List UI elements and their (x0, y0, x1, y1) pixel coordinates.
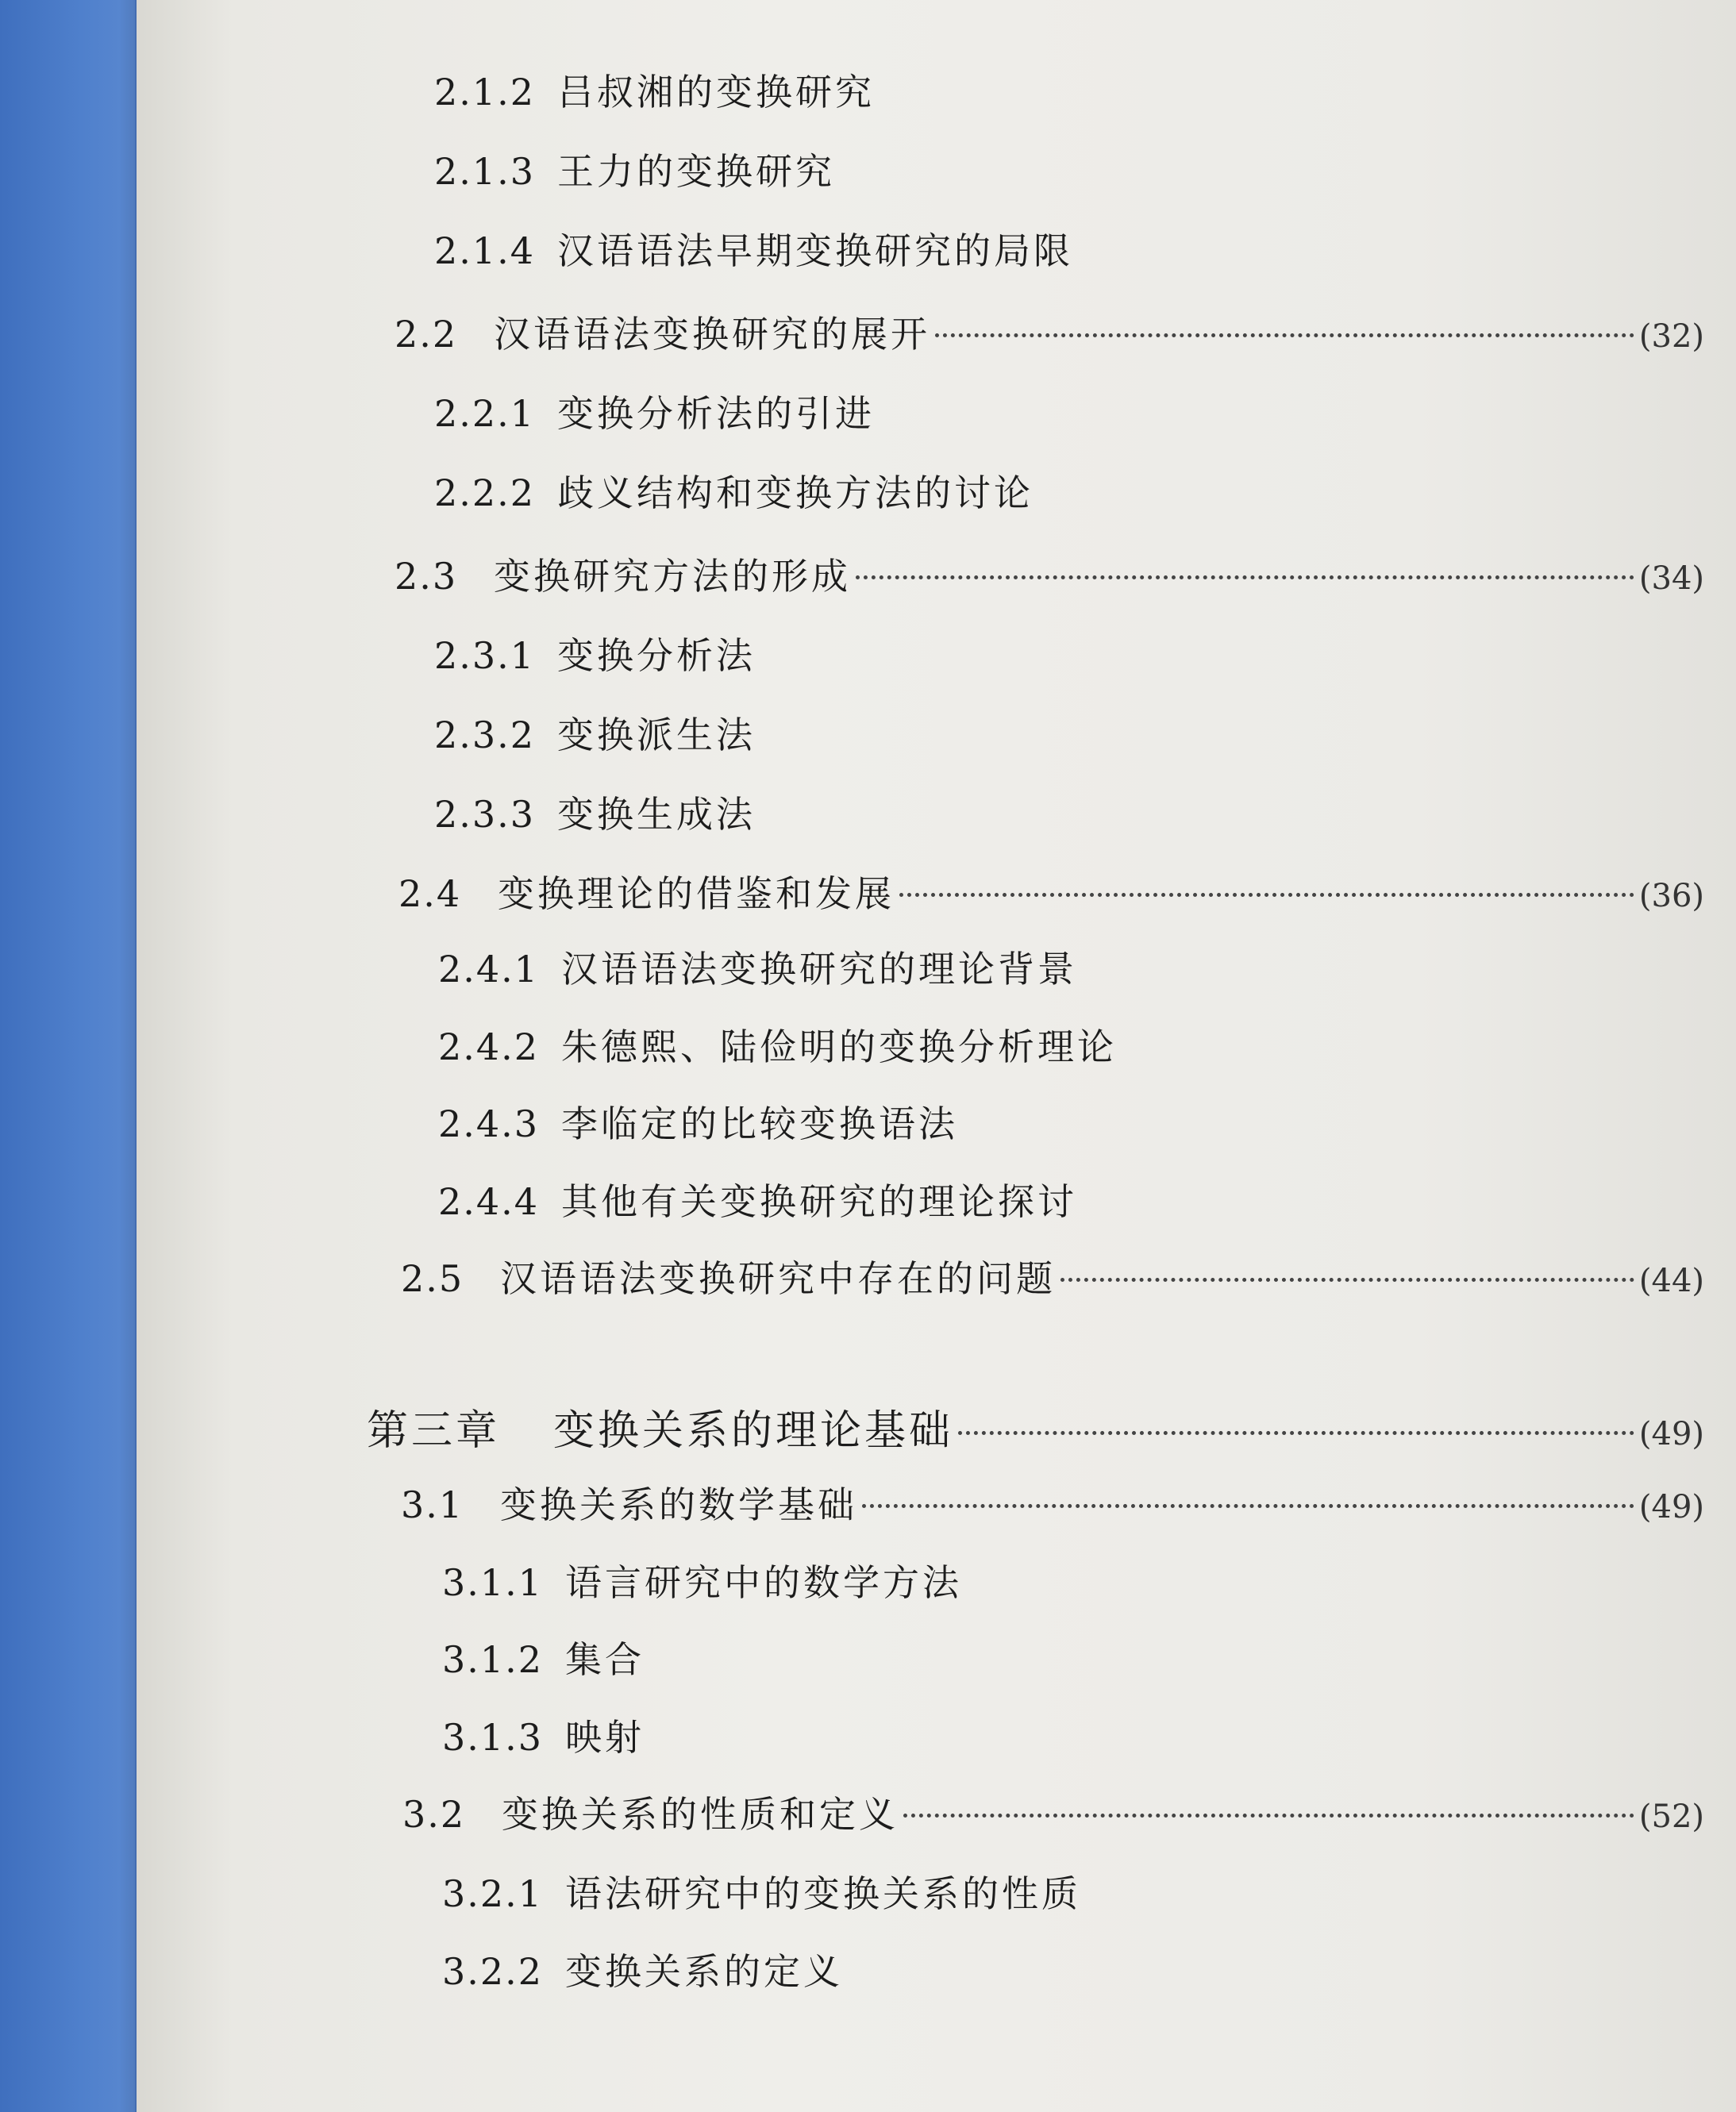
toc-entry-page: (36) (1638, 878, 1704, 914)
toc-entry-number: 2.3.3 (434, 793, 536, 836)
toc-entry-number: 3.1 (401, 1483, 464, 1526)
dot-leader (1060, 1278, 1634, 1282)
toc-entry-number: 2.1.4 (434, 229, 536, 272)
toc-entry-number: 3.2.2 (442, 1950, 544, 1993)
dot-leader (935, 333, 1634, 337)
toc-entry-2-3-1 (434, 627, 756, 679)
toc-entry-2-1-2 (434, 63, 875, 116)
toc-entry-2-2-1 (434, 385, 875, 437)
toc-entry-title: 变换分析法 (557, 634, 756, 677)
toc-entry-2-1-3 (434, 143, 835, 195)
book-cover-edge (0, 0, 135, 2112)
dot-leader (899, 893, 1634, 897)
toc-entry-page: (44) (1638, 1263, 1704, 1299)
toc-entry-3-1-1 (442, 1554, 962, 1606)
toc-entry-number: 2.4.4 (438, 1180, 540, 1223)
toc-entry-title: 汉语语法变换研究的展开 (494, 313, 930, 356)
toc-entry-title: 变换研究方法的形成 (494, 555, 851, 598)
toc-entry-number: 2.1.2 (434, 71, 536, 113)
toc-entry-title: 吕叔湘的变换研究 (557, 71, 875, 113)
toc-entry-2-3 (395, 548, 1704, 600)
toc-entry-title: 汉语语法变换研究中存在的问题 (500, 1257, 1056, 1300)
toc-entry-3-1 (401, 1476, 1704, 1529)
toc-entry-2-2-2 (434, 464, 1034, 517)
dot-leader (862, 1504, 1634, 1508)
toc-entry-number: 2.4.3 (438, 1102, 540, 1145)
toc-entry-title: 歧义结构和变换方法的讨论 (557, 471, 1034, 514)
toc-entry-title: 变换理论的借鉴和发展 (498, 872, 895, 915)
toc-entry-title: 变换生成法 (557, 793, 756, 836)
toc-entry-number: 2.2.1 (434, 392, 536, 435)
toc-entry-title: 变换分析法的引进 (557, 392, 875, 435)
toc-entry-number: 3.1.2 (442, 1638, 544, 1681)
toc-entry-title: 变换关系的数学基础 (500, 1483, 857, 1526)
toc-entry-page: (49) (1638, 1489, 1704, 1525)
toc-entry-title: 语法研究中的变换关系的性质 (565, 1872, 1081, 1915)
toc-entry-number: 2.5 (401, 1257, 464, 1300)
toc-entry-number: 2.4.1 (438, 948, 540, 991)
toc-page (137, 0, 1736, 2112)
toc-entry-2-3-2 (434, 706, 756, 759)
toc-entry-3-2-1 (442, 1865, 1081, 1918)
toc-entry-title: 变换派生法 (557, 714, 756, 756)
toc-entry-2-2 (395, 306, 1704, 358)
toc-entry-title: 朱德熙、陆俭明的变换分析理论 (561, 1025, 1117, 1068)
toc-entry-page: (49) (1638, 1416, 1704, 1452)
toc-entry-title: 李临定的比较变换语法 (561, 1102, 958, 1145)
toc-entry-page: (32) (1638, 318, 1704, 355)
toc-entry-number: 2.4 (398, 872, 462, 915)
dot-leader (856, 575, 1634, 579)
toc-entry-title: 映射 (565, 1716, 645, 1759)
dot-leader (958, 1431, 1634, 1435)
toc-entry-number: 2.2.2 (434, 471, 536, 514)
toc-entry-number: 3.2 (402, 1793, 466, 1836)
toc-entry-title: 汉语语法变换研究的理论背景 (561, 948, 1077, 991)
toc-entry-number: 3.1.3 (442, 1716, 544, 1759)
toc-chapter-3 (367, 1397, 1704, 1456)
toc-entry-number: 2.3 (395, 555, 458, 598)
toc-entry-title: 王力的变换研究 (557, 150, 835, 193)
toc-entry-2-4 (398, 865, 1704, 918)
toc-entry-2-4-1 (438, 941, 1077, 993)
toc-entry-number: 2.1.3 (434, 150, 536, 193)
toc-entry-title: 语言研究中的数学方法 (565, 1561, 962, 1604)
toc-entry-page: (52) (1638, 1798, 1704, 1835)
toc-entry-number: 2.4.2 (438, 1025, 540, 1068)
toc-entry-2-5 (401, 1250, 1704, 1302)
toc-entry-2-1-4 (434, 222, 1073, 275)
toc-entry-title: 其他有关变换研究的理论探讨 (561, 1180, 1077, 1223)
toc-entry-number: 2.2 (395, 313, 458, 356)
toc-entry-3-2 (402, 1786, 1704, 1838)
toc-entry-number: 3.2.1 (442, 1872, 544, 1915)
toc-entry-3-1-3 (442, 1709, 645, 1761)
toc-entry-title: 变换关系的定义 (565, 1950, 843, 1993)
toc-entry-3-1-2 (442, 1631, 645, 1683)
toc-entry-2-4-2 (438, 1018, 1117, 1071)
toc-entry-number: 2.3.1 (434, 634, 536, 677)
toc-entry-2-3-3 (434, 786, 756, 838)
toc-entry-number: 3.1.1 (442, 1561, 544, 1604)
toc-entry-title: 集合 (565, 1638, 645, 1681)
toc-chapter-title: 变换关系的理论基础 (553, 1407, 954, 1455)
toc-entry-title: 变换关系的性质和定义 (502, 1793, 899, 1836)
dot-leader (903, 1814, 1634, 1818)
toc-entry-2-4-3 (438, 1095, 958, 1148)
toc-entry-title: 汉语语法早期变换研究的局限 (557, 229, 1073, 272)
toc-entry-number: 2.3.2 (434, 714, 536, 756)
toc-entry-2-4-4 (438, 1173, 1077, 1225)
toc-chapter-number: 第三章 (367, 1407, 501, 1455)
toc-entry-page: (34) (1638, 560, 1704, 597)
toc-entry-3-2-2 (442, 1943, 843, 1995)
